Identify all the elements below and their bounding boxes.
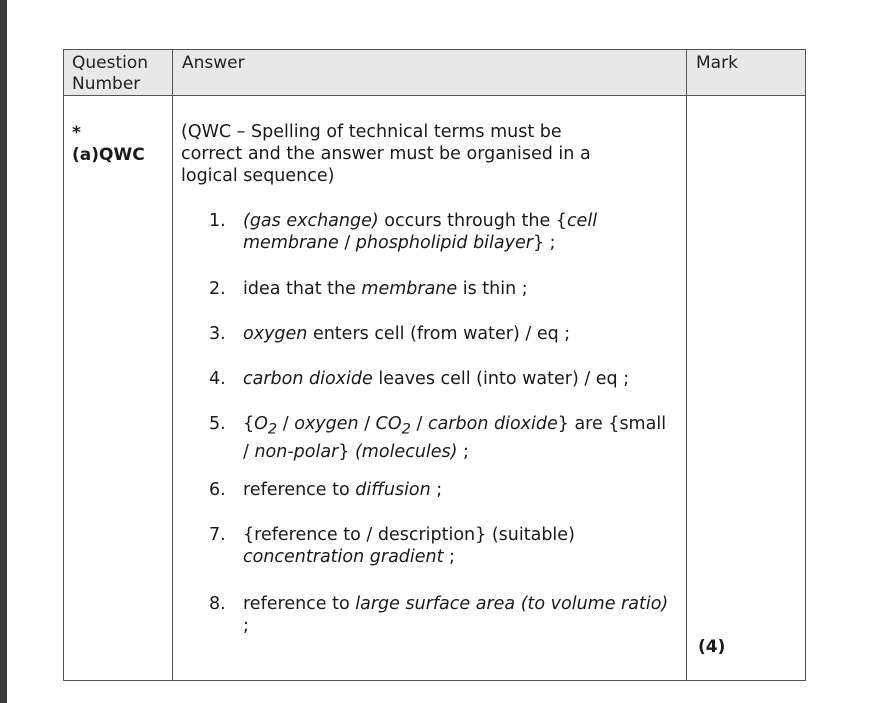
answer-point-text: {reference to / description} (suitable) concentration gradient ; (243, 525, 575, 567)
answer-point-text: reference to diffusion ; (243, 480, 443, 500)
answer-point-text: carbon dioxide leaves cell (into water) / eq ; (243, 369, 630, 389)
answer-point-number: 7. (209, 525, 226, 545)
answer-point-text: reference to large surface area (to volume ratio) ; (243, 594, 669, 636)
window-edge (0, 0, 7, 703)
column-divider (172, 50, 173, 680)
answer-header: Answer (182, 53, 245, 73)
answer-point-number: 1. (209, 211, 226, 231)
answer-point-number: 4. (209, 369, 226, 389)
answer-point-number: 3. (209, 324, 226, 344)
question-number-cell (72, 122, 145, 166)
column-divider (686, 50, 687, 680)
answer-point-text: idea that the membrane is thin ; (243, 279, 528, 299)
answer-intro: (QWC – Spelling of technical terms must be correct and the answer must be organised in a logical sequence) (181, 122, 591, 186)
question-label: (a)QWC (72, 145, 145, 165)
table-header (64, 50, 805, 96)
answer-point-number: 2. (209, 279, 226, 299)
answer-point-text: {$O_2$ / oxygen / $CO_2$ / carbon dioxide} are {small / non-polar} (molecules) ; (243, 414, 667, 462)
answer-point-number: 5. (209, 414, 226, 434)
question-number-header: Question Number (72, 53, 149, 94)
mark-header: Mark (696, 53, 738, 73)
answer-point-text: oxygen enters cell (from water) / eq ; (243, 324, 571, 344)
mark-scheme-table (63, 49, 806, 681)
qwc-asterisk: * (72, 123, 81, 143)
answer-point-number: 8. (209, 594, 226, 614)
answer-point-number: 6. (209, 480, 226, 500)
mark-value: (4) (698, 637, 726, 657)
answer-point-text: (gas exchange) occurs through the {cell membrane / phospholipid bilayer} ; (243, 211, 598, 253)
